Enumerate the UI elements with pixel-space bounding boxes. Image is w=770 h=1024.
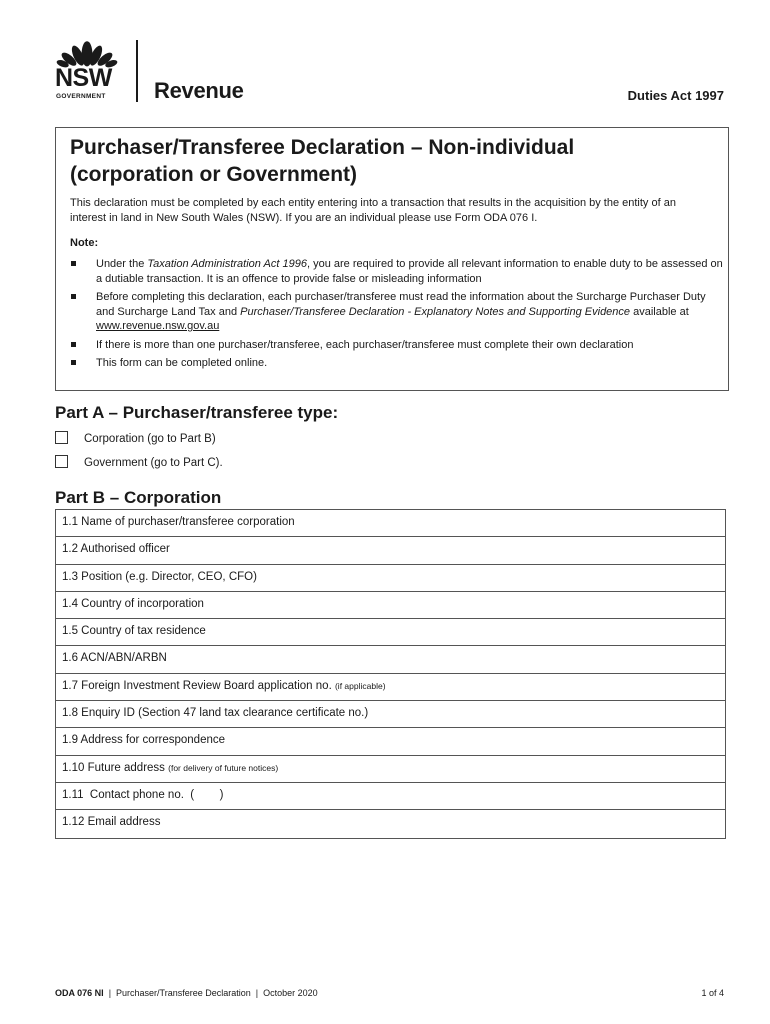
field-row-authorised-officer[interactable]: 1.2 Authorised officer (56, 537, 725, 564)
note-item: Before completing this declaration, each purchaser/transferee must read the information about the Surcharge Purchaser Duty and Surcharge Land Tax and Purchaser/Transferee Declaration - Explanatory Notes and Supporting Evidence available at www.revenue.nsw.gov.au (70, 290, 726, 334)
act-reference: Duties Act 1997 (627, 88, 724, 103)
form-title-line2: (corporation or Government) (70, 163, 358, 186)
note-item: Under the Taxation Administration Act 1996, you are required to provide all relevant information to enable duty to be assessed on a dutiable transaction. It is an offence to provide false or misleading information (70, 257, 726, 286)
bullet-icon (71, 360, 76, 365)
footer-info: ODA 076 NI | Purchaser/Transferee Declaration | October 2020 (55, 988, 318, 998)
field-row-enquiry-id[interactable]: 1.8 Enquiry ID (Section 47 land tax clearance certificate no.) (56, 701, 725, 728)
note-item: This form can be completed online. (70, 356, 726, 371)
government-checkbox[interactable] (55, 455, 68, 468)
page-number: 1 of 4 (701, 988, 724, 998)
part-a-heading: Part A – Purchaser/transferee type: (55, 403, 339, 422)
form-title (70, 134, 718, 188)
note-item: If there is more than one purchaser/transferee, each purchaser/transferee must complete their own declaration (70, 338, 726, 353)
bullet-icon (71, 342, 76, 347)
field-row-position[interactable]: 1.3 Position (e.g. Director, CEO, CFO) (56, 565, 725, 592)
field-row-firb-application[interactable]: 1.7 Foreign Investment Review Board application no. (if applicable) (56, 674, 725, 701)
field-row-correspondence-address[interactable]: 1.9 Address for correspondence (56, 728, 725, 755)
bullet-icon (71, 294, 76, 299)
government-option[interactable] (55, 455, 223, 469)
bullet-icon (71, 261, 76, 266)
corporation-option-label: Corporation (go to Part B) (84, 433, 216, 445)
field-row-contact-phone[interactable]: 1.11 Contact phone no. ( ) (56, 783, 725, 810)
intro-box (55, 127, 729, 391)
field-row-country-tax-residence[interactable]: 1.5 Country of tax residence (56, 619, 725, 646)
part-b-heading: Part B – Corporation (55, 488, 222, 507)
logo-wordmark: NSW (55, 64, 112, 92)
field-row-country-incorporation[interactable]: 1.4 Country of incorporation (56, 592, 725, 619)
note-label: Note: (70, 237, 99, 249)
corporation-details-table (55, 509, 726, 839)
field-row-email[interactable]: 1.12 Email address (62, 816, 161, 829)
form-code: ODA 076 NI (55, 988, 104, 998)
logo-subword: GOVERNMENT (56, 93, 106, 100)
field-row-corporation-name[interactable]: 1.1 Name of purchaser/transferee corporation (56, 510, 725, 537)
corporation-checkbox[interactable] (55, 431, 68, 444)
corporation-option[interactable] (55, 431, 216, 445)
field-row-acn-abn-arbn[interactable]: 1.6 ACN/ABN/ARBN (56, 646, 725, 673)
field-row-future-address[interactable]: 1.10 Future address (for delivery of future notices) (56, 756, 725, 783)
form-title-line1: Purchaser/Transferee Declaration – Non-individual (70, 136, 575, 159)
agency-name: Revenue (154, 78, 244, 103)
government-option-label: Government (go to Part C). (84, 457, 223, 469)
logo-divider (136, 40, 138, 102)
note-list (70, 257, 723, 371)
intro-text: This declaration must be completed by each entity entering into a transaction that results in the acquisition by the entity of an interest in land in New South Wales (NSW). If you are an individual please use Form ODA 076 I. (70, 197, 676, 224)
revenue-website-link[interactable]: www.revenue.nsw.gov.au (96, 320, 220, 332)
